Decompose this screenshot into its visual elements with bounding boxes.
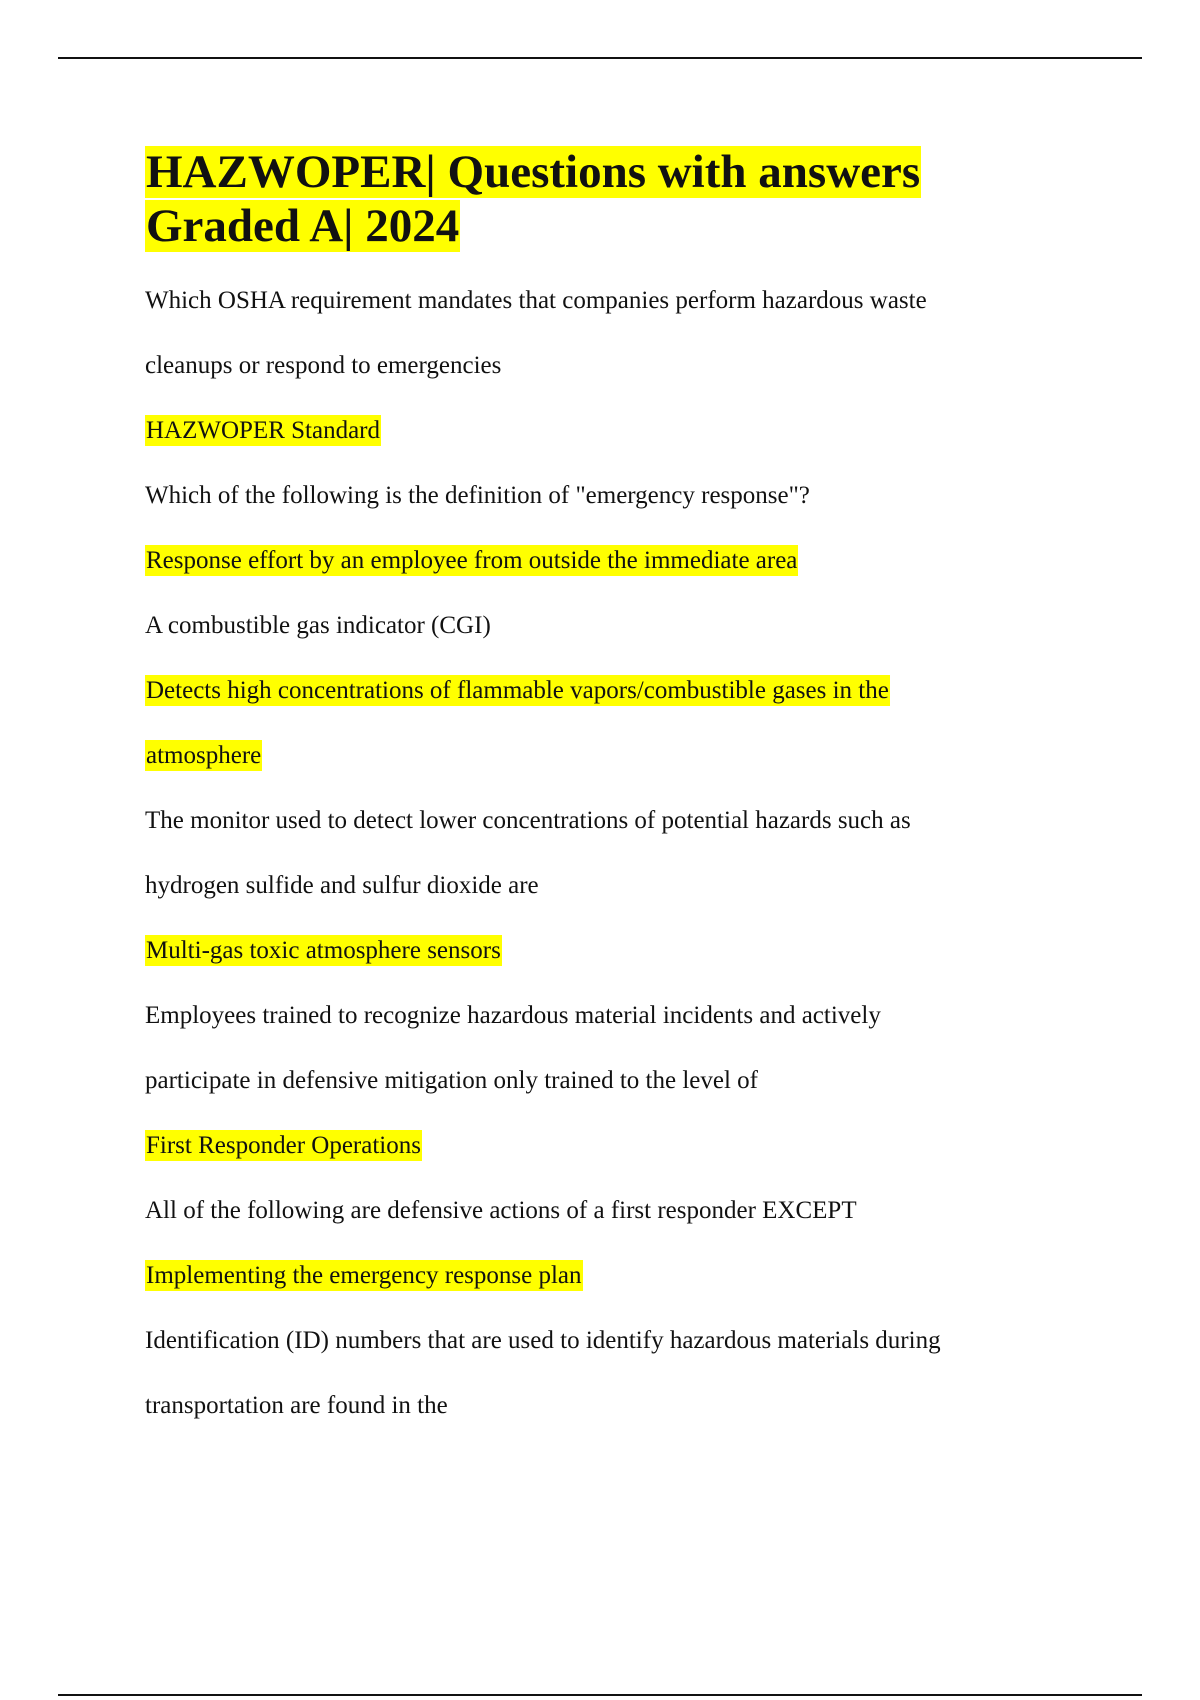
page-title	[145, 145, 1105, 253]
answer-text: atmosphere	[146, 742, 262, 769]
title-line	[145, 145, 1105, 199]
question-text: A combustible gas indicator (CGI)	[145, 612, 491, 639]
qa-list	[145, 268, 1075, 1438]
question-text: transportation are found in the	[145, 1392, 448, 1419]
answer-text: Response effort by an employee from outside the immediate area	[146, 547, 798, 574]
question-text: Which OSHA requirement mandates that companies perform hazardous waste	[145, 287, 927, 314]
bottom-rule	[58, 1694, 1142, 1696]
title-line-text: Graded A| 2024	[146, 200, 460, 252]
question-text: The monitor used to detect lower concentrations of potential hazards such as	[145, 807, 911, 834]
qa-item	[145, 1178, 1075, 1308]
answer-line	[145, 398, 1075, 463]
qa-item	[145, 463, 1075, 593]
question-text: Which of the following is the definition of "emergency response"?	[145, 482, 810, 509]
question-text: participate in defensive mitigation only trained to the level of	[145, 1067, 759, 1094]
question-text: All of the following are defensive actions of a first responder EXCEPT	[145, 1197, 857, 1224]
question-text: Identification (ID) numbers that are used to identify hazardous materials during	[145, 1327, 941, 1354]
qa-item	[145, 593, 1075, 788]
question-text: cleanups or respond to emergencies	[145, 352, 502, 379]
answer-line	[145, 658, 1075, 723]
qa-item	[145, 983, 1075, 1178]
top-rule	[58, 57, 1142, 59]
answer-text: HAZWOPER Standard	[146, 417, 380, 444]
question-text: Employees trained to recognize hazardous material incidents and actively	[145, 1002, 881, 1029]
answer-line	[145, 1113, 1075, 1178]
answer-text: Implementing the emergency response plan	[146, 1262, 582, 1289]
answer-text: Multi-gas toxic atmosphere sensors	[146, 937, 501, 964]
title-line-text: HAZWOPER| Questions with answers	[146, 146, 921, 198]
answer-line	[145, 723, 1075, 788]
qa-item	[145, 1308, 1075, 1438]
qa-item	[145, 788, 1075, 983]
question-text: hydrogen sulfide and sulfur dioxide are	[145, 872, 539, 899]
title-line	[145, 199, 1105, 253]
answer-line	[145, 1243, 1075, 1308]
answer-line	[145, 528, 1075, 593]
qa-item	[145, 268, 1075, 463]
answer-line	[145, 918, 1075, 983]
answer-text: First Responder Operations	[146, 1132, 421, 1159]
answer-text: Detects high concentrations of flammable vapors/combustible gases in the	[146, 677, 889, 704]
